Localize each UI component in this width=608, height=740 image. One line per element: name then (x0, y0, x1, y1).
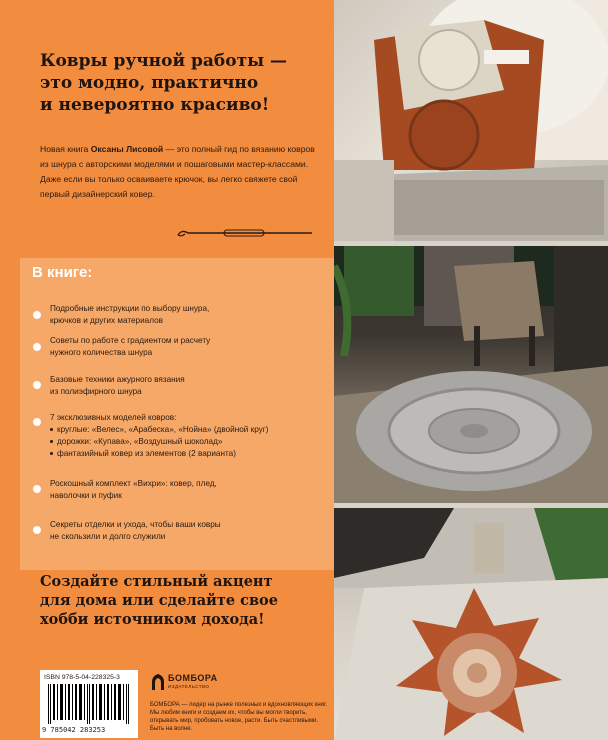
sub-bullet-icon (50, 452, 53, 455)
bullet-dot-icon (33, 526, 41, 534)
list-item (50, 335, 325, 359)
publisher-name: БОМБОРА (168, 673, 218, 683)
list-item-line: наволочки и пуфик (50, 491, 122, 500)
isbn-label: ISBN 978-5-04-228325-3 (44, 674, 120, 681)
call-to-action (40, 572, 320, 629)
list-item (50, 412, 325, 460)
intro-paragraph (40, 142, 320, 202)
intro-text: — это полный гид по вязанию ковров из шнура с авторскими моделями и пошаговыми мастер-классами. Даже если вы только осваиваете крючок, вы легко свяжете свой первый дизайнерский ковер. (40, 144, 315, 199)
list-item-line: крючков и других материалов (50, 316, 163, 325)
list-item-line: Секреты отделки и ухода, чтобы ваши ковры (50, 520, 221, 529)
headline-line: и невероятно красиво! (40, 95, 270, 115)
list-item (50, 519, 325, 543)
list-item-line: из полиэфирного шнура (50, 387, 142, 396)
list-item-line: Подробные инструкции по выбору шнура, (50, 304, 210, 313)
cta-line: Создайте стильный акцент (40, 573, 273, 590)
list-item-line: Советы по работе с градиентом и расчету (50, 336, 211, 345)
intro-text: Новая книга (40, 144, 91, 154)
model-item (50, 436, 325, 448)
barcode-bars (44, 684, 134, 724)
publisher-description: БОМБОРА — лидер на рынке полезных и вдохновляющих книг. Мы любим книги и создаем их, чтобы вы могли творить, открывать мир, пробовать новое, расти. Быть счастливыми. Быть на волне. (150, 702, 328, 732)
list-item-line: не скользили и долго служили (50, 532, 166, 541)
crochet-hook-icon (176, 225, 316, 241)
list-item-line: 7 эксклюзивных моделей ковров: (50, 413, 177, 422)
bullet-dot-icon (33, 343, 41, 351)
list-item-line: Базовые техники ажурного вязания (50, 375, 185, 384)
barcode-number: 9 785042 283253 (42, 726, 106, 734)
headline-line: Ковры ручной работы — (40, 51, 288, 71)
photo-star-rug (334, 508, 608, 740)
bullet-dot-icon (33, 418, 41, 426)
list-item (50, 374, 325, 398)
model-label: круглые: «Велес», «Арабеска», «Нойна» (двойной круг) (57, 425, 269, 434)
model-label: дорожки: «Купава», «Воздушный шоколад» (57, 437, 223, 446)
list-item-line: нужного количества шнура (50, 348, 153, 357)
photo-armchair-rug (334, 0, 608, 241)
publisher-subtitle: ИЗДАТЕЛЬСТВО (168, 684, 210, 689)
bullet-dot-icon (33, 311, 41, 319)
cta-line: хобби источником дохода! (40, 611, 265, 628)
photo-column (334, 0, 608, 740)
cta-line: для дома или сделайте свое (40, 592, 278, 609)
model-item (50, 424, 325, 436)
sub-bullet-icon (50, 428, 53, 431)
model-label: фантазийный ковер из элементов (2 варианта) (57, 449, 236, 458)
bombora-logo-icon (150, 672, 166, 692)
headline-line: это модно, практично (40, 73, 259, 93)
bullet-dot-icon (33, 381, 41, 389)
list-item (50, 303, 325, 327)
sub-bullet-icon (50, 440, 53, 443)
bullet-dot-icon (33, 485, 41, 493)
author-name: Оксаны Лисовой (90, 144, 164, 154)
list-item (50, 478, 325, 502)
model-item (50, 448, 325, 460)
photo-round-rug (334, 246, 608, 503)
barcode (40, 670, 138, 738)
list-item-line: Роскошный комплект «Вихри»: ковер, плед, (50, 479, 217, 488)
section-title: В книге: (32, 264, 93, 281)
